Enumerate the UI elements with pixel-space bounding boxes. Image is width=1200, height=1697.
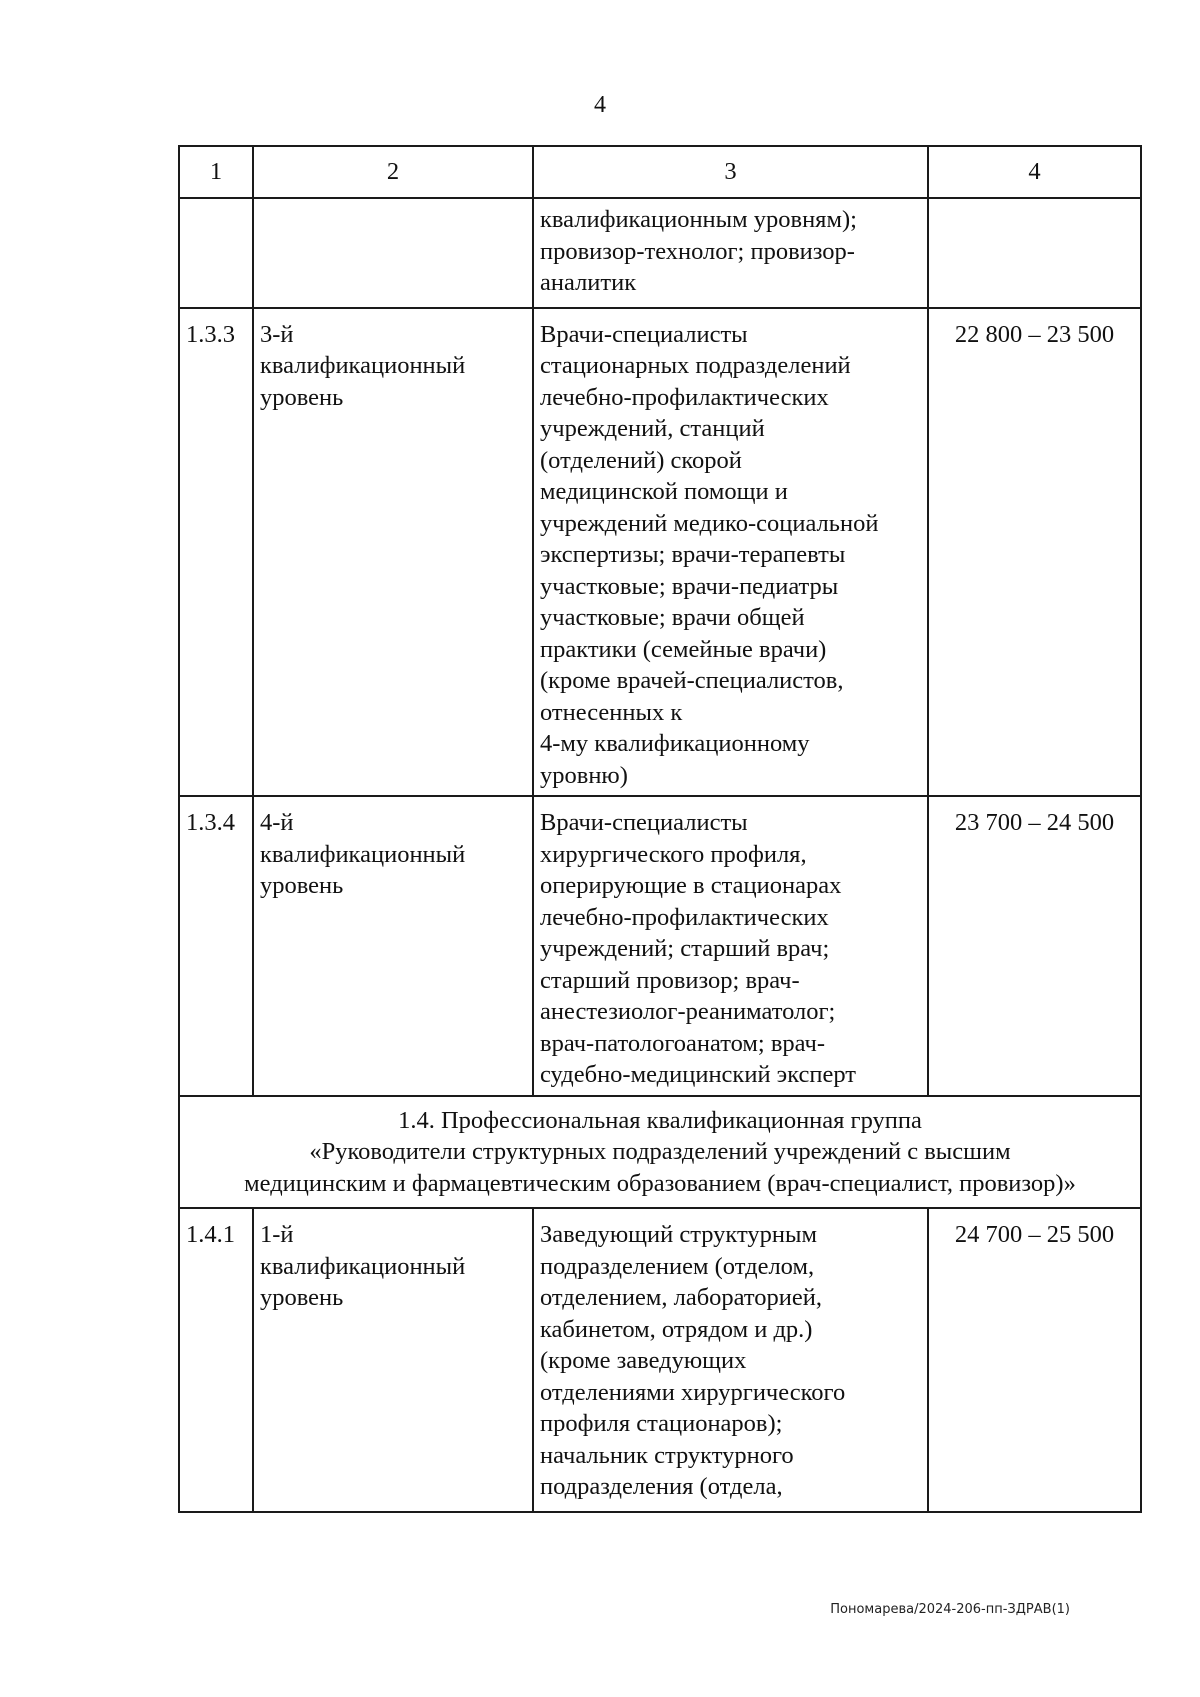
row-positions-cell [533, 796, 928, 1096]
column-number-3: 3 [533, 146, 928, 198]
table-row-continuation [179, 198, 1141, 308]
group-heading-row [179, 1096, 1141, 1209]
row-positions: Врачи-специалисты хирургического профиля, oперирующие в стационарах лечебно-профилактических учреждений; старший врач; старший провизор; врач- анестезиолог-реаниматолог; врач-патологоанатом; врач- судебно-медицинский эксперт [540, 809, 856, 1088]
row-code: 1.4.1 [179, 1208, 253, 1512]
row-salary: 23 700 – 24 500 [928, 796, 1141, 1096]
column-number-2: 2 [253, 146, 533, 198]
table-row [179, 796, 1141, 1096]
row-positions: Врачи-специалисты стационарных подразделений лечебно-профилактических учреждений, станций (отделений) скорой медицинской помощи и учреждений медико-социальной экспертизы; врачи-терапевты участковые; врачи-педиатры участковые; врачи общей практики (семейные врачи) (кроме врачей-специалистов, отнесенных к 4-му квалификационному уровню) [540, 320, 879, 789]
row-salary: 24 700 – 25 500 [928, 1208, 1141, 1512]
row-level: 3-й квалификационный уровень [260, 320, 466, 411]
row-level-cell [253, 1208, 533, 1512]
table-row [179, 1208, 1141, 1512]
continuation-salary-cell [928, 198, 1141, 308]
row-positions-cell [533, 1208, 928, 1512]
row-code: 1.3.4 [179, 796, 253, 1096]
continuation-positions-text: квалификационным уровням); провизор-технолог; провизор- аналитик [540, 206, 857, 296]
row-code: 1.3.3 [179, 308, 253, 797]
group-heading [179, 1096, 1141, 1209]
column-number-1: 1 [179, 146, 253, 198]
column-number-4: 4 [928, 146, 1141, 198]
table-row [179, 308, 1141, 797]
page-number: 4 [594, 92, 606, 118]
row-level-cell [253, 308, 533, 797]
row-level-cell [253, 796, 533, 1096]
row-positions: Заведующий структурным подразделением (отделом, отделением, лабораторией, кабинетом, отрядом и др.) (кроме заведующих отделениями хирургического профиля стационаров); начальник структурного подразделения (отдела, [540, 1221, 846, 1500]
salary-table [178, 145, 1142, 1513]
table-header-row [179, 146, 1141, 198]
row-positions-cell [533, 308, 928, 797]
row-salary: 22 800 – 23 500 [928, 308, 1141, 797]
row-level: 4-й квалификационный уровень [260, 809, 466, 899]
continuation-code-cell [179, 198, 253, 308]
continuation-positions-cell [533, 198, 928, 308]
group-heading-text: 1.4. Профессиональная квалификационная группа «Руководители структурных подразделений учреждений с высшим медицинским и фармацевтическим образованием (врач-специалист, провизор)» [244, 1106, 1076, 1197]
continuation-level-cell [253, 198, 533, 308]
row-level: 1-й квалификационный уровень [260, 1221, 466, 1311]
document-reference: Пономарева/2024-206-пп-ЗДРАВ(1) [830, 1602, 1070, 1617]
